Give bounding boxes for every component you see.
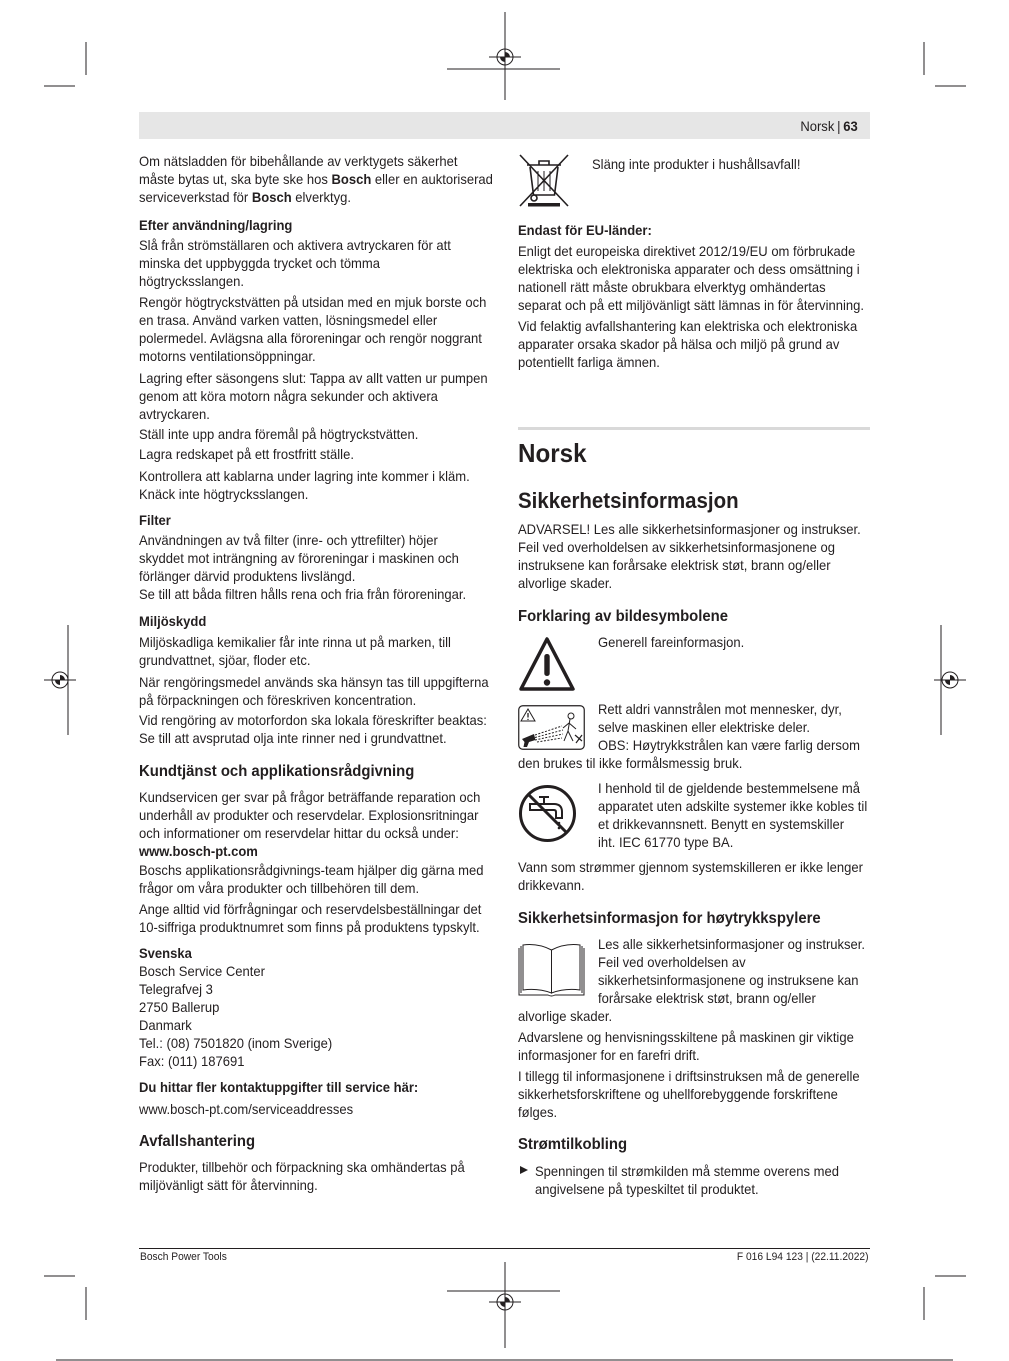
paragraph-environment-1: Miljöskadliga kemikalier får inte rinna ut på marken, till grundvattnet, sjöar, floder etc. [139, 634, 451, 668]
running-header [801, 117, 858, 135]
heading-country: Svenska [139, 945, 192, 961]
paragraph-after-use-6: Kontrollera att kablarna under lagring inte kommer i kläm. Knäck inte högtrycksslangen. [139, 468, 470, 502]
warning-triangle-icon [518, 635, 576, 694]
customer-service-intro-text: Kundservicen ger svar på frågor beträffande reparation och underhåll av produkter och reservdelar. Explosionsritningar och informationer om reservdelar hittar du också under: [139, 789, 481, 841]
exclamation-bar [544, 654, 549, 676]
paragraph-eu-hazard: Vid felaktig avfallshantering kan elektriska och elektroniska apparater orsaka skador på hälsa och miljö på grund av potentiellt farliga ämnen. [518, 318, 858, 370]
water-jet-warning-text-continued: den brukes til ikke formålsmessig bruk. [518, 755, 743, 771]
paragraph-after-use-2: Rengör högtryckstvätten på utsidan med en mjuk borste och en trasa. Använd varken vatten, lösningsmedel eller polermedel. Avlägsna alla föroreningar och rengör noggrant motorns ventilationsöppningar. [139, 294, 487, 364]
paragraph-after-use-5: Lagra redskapet på ett frostfritt ställe. [139, 446, 354, 462]
paragraph-after-use-4: Ställ inte upp andra föremål på högtryckstvätten. [139, 426, 419, 442]
service-address [139, 962, 332, 1070]
header-section-label: Norsk [800, 118, 835, 134]
open-book-icon [518, 940, 585, 997]
water-jet-warning-text: Rett aldri vannstrålen mot mennesker, dyr, selve maskinen eller elektriske deler. OBS: Høytrykkstrålen kan være farlig dersom [598, 701, 860, 753]
footer-document-code: F 016 L94 123 | (22.11.2022) [736, 1251, 868, 1263]
language-title: Norsk [518, 438, 587, 468]
triangle-bullet-icon [520, 1166, 528, 1174]
paragraph-application-team: Boschs applikationsrådgivnings-team hjälper dig gärna med frågor om våra produkter och tillbehören till dem. [139, 862, 484, 896]
heading-safety-information: Sikkerhetsinformasjon [518, 488, 739, 513]
bin-bar [528, 203, 560, 207]
heading-power-connection: Strømtilkobling [518, 1136, 628, 1153]
brand-name: Bosch [251, 189, 292, 205]
footer-publisher: Bosch Power Tools [140, 1251, 227, 1263]
paragraph-drinking-water-note: Vann som strømmer gjennom systemskilleren er ikke lenger drikkevann. [518, 859, 863, 893]
cord-text-2: eller en auktoriserad serviceverkstad för [139, 171, 493, 205]
address-line-fax: Fax: (011) 187691 [139, 1053, 245, 1069]
page-number: 63 [843, 118, 858, 134]
registration-target-left-fill [55, 675, 65, 685]
drinking-water-text: I henhold til de gjeldende bestemmelsene må apparatet uten adskilte systemer ikke kobles til et drikkevannsnett. Benytt en systemskiller iht. IEC 61770 type BA. [598, 780, 868, 850]
address-line-company: Bosch Service Center [139, 963, 265, 979]
general-hazard-text: Generell fareinformasjon. [598, 634, 745, 650]
paragraph-cord-replacement [139, 152, 493, 206]
header-band [139, 112, 870, 139]
registration-target-top-fill [500, 52, 510, 62]
bullet-voltage-text: Spenningen til strømkilden må stemme overens med angivelsene på typeskiltet til produktet. [535, 1163, 839, 1197]
bosch-website-link[interactable]: www.bosch-pt.com [139, 843, 258, 859]
paragraph-product-number: Ange alltid vid förfrågningar och reservdelsbeställningar det 10-siffriga produktnumret som finns på produktens typskylt. [139, 901, 482, 935]
paragraph-general-regulations: I tillegg til informasjonene i driftsinstruksen må de generelle sikkerhetsforskriftene og uhellforebyggende forskriftene følges. [518, 1068, 860, 1120]
paragraph-filter: Användningen av två filter (inre- och yttrefilter) höjer skyddet mot inträngning av föroreningar i maskinen och förlänger därvid produktens livslängd. Se till att båda filtren hålls rena och fria från föroreningar. [139, 532, 467, 602]
heading-filter: Filter [139, 512, 171, 528]
paragraph-environment-2: När rengöringsmedel används ska hänsyn tas till uppgifterna på förpackningen och föreskriven koncentration. [139, 674, 489, 708]
exclamation-dot [544, 679, 550, 685]
paragraph-eu-directive: Enligt det europeiska direktivet 2012/19/EU om förbrukade elektriska och elektroniska apparater och dess omsättning i nationell rätt måste obrukbara elverktyg omhändertas separat och på ett miljövänligt sätt lämnas in för återvinning. [518, 243, 864, 313]
household-waste-note: Släng inte produkter i hushållsavfall! [592, 156, 801, 172]
registration-target-bottom [497, 1294, 513, 1310]
registration-target-right-fill [945, 675, 955, 685]
address-line-country: Danmark [139, 1017, 192, 1033]
footer-rule [139, 1248, 870, 1249]
service-addresses-link[interactable]: www.bosch-pt.com/serviceaddresses [139, 1101, 354, 1117]
mini-warning-dot [527, 719, 528, 720]
water-jet-warning-icon [518, 705, 585, 750]
heading-symbols: Forklaring av bildesymbolene [518, 608, 729, 625]
registration-target-top [497, 49, 513, 65]
registration-target-bottom-fill [500, 1297, 510, 1307]
book-outline [519, 945, 584, 996]
read-manual-text-continued: alvorlige skader. [518, 1008, 613, 1024]
paragraph-safety-warning: ADVARSEL! Les alle sikkerhetsinformasjoner og instrukser. Feil ved overholdelsen av sikkerhetsinformasjonene og instruksene kan forårsake elektrisk støt, brann og/eller alvorlige skader. [518, 521, 861, 591]
read-manual-text: Les alle sikkerhetsinformasjoner og instrukser. Feil ved overholdelsen av sikkerhetsinformasjonene og instruksene kan forårsake elektrisk støt, brann og/eller [598, 936, 866, 1006]
address-line-street: Telegrafvej 3 [139, 981, 213, 997]
cord-text-3: elverktyg. [291, 189, 352, 205]
heading-pressure-washer-safety: Sikkerhetsinformasjon for høytrykkspylere [518, 910, 821, 927]
crossed-out-wheelie-bin-icon [518, 153, 570, 208]
paragraph-after-use-3: Lagring efter säsongens slut: Tappa av allt vatten ur pumpen genom att köra motorn några sekunder och aktivera avtryckaren. [139, 370, 488, 422]
heading-disposal: Avfallshantering [139, 1133, 256, 1150]
heading-after-use: Efter användning/lagring [139, 217, 293, 233]
address-line-phone: Tel.: (08) 7501820 (inom Sverige) [139, 1035, 333, 1051]
paragraph-environment-3: Vid rengöring av motorfordon ska lokala föreskrifter beaktas: Se till att avsprutad olja inte rinner ned i grundvattnet. [139, 712, 487, 746]
heading-more-contacts: Du hittar fler kontaktuppgifter till service här: [139, 1079, 419, 1095]
address-line-city: 2750 Ballerup [139, 999, 220, 1015]
header-separator: | [837, 118, 841, 134]
paragraph-disposal: Produkter, tillbehör och förpackning ska omhändertas på miljövänligt sätt för återvinning. [139, 1159, 465, 1193]
bin-outline [520, 155, 568, 206]
no-drinking-water-connection-icon [518, 784, 577, 843]
paragraph-warning-signs: Advarslene og henvisningsskiltene på maskinen gir viktige informasjoner for en farefri drift. [518, 1029, 854, 1063]
paragraph-customer-service-intro [139, 788, 480, 860]
registration-target-left [52, 672, 68, 688]
brand-name: Bosch [331, 171, 372, 187]
cord-text-1: Om nätsladden för bibehållande av verktygets säkerhet måste bytas ut, ska byte ske hos [139, 153, 458, 187]
heading-environment: Miljöskydd [139, 613, 207, 629]
heading-customer-service: Kundtjänst och applikationsrådgivning [139, 763, 415, 780]
registration-target-right [942, 672, 958, 688]
paragraph-after-use-1: Slå från strömställaren och aktivera avtryckaren för att minska det uppbyggda trycket och tömma högtrycksslangen. [139, 237, 451, 289]
heading-eu-only: Endast för EU-länder: [518, 222, 652, 238]
language-section-rule [518, 427, 870, 430]
